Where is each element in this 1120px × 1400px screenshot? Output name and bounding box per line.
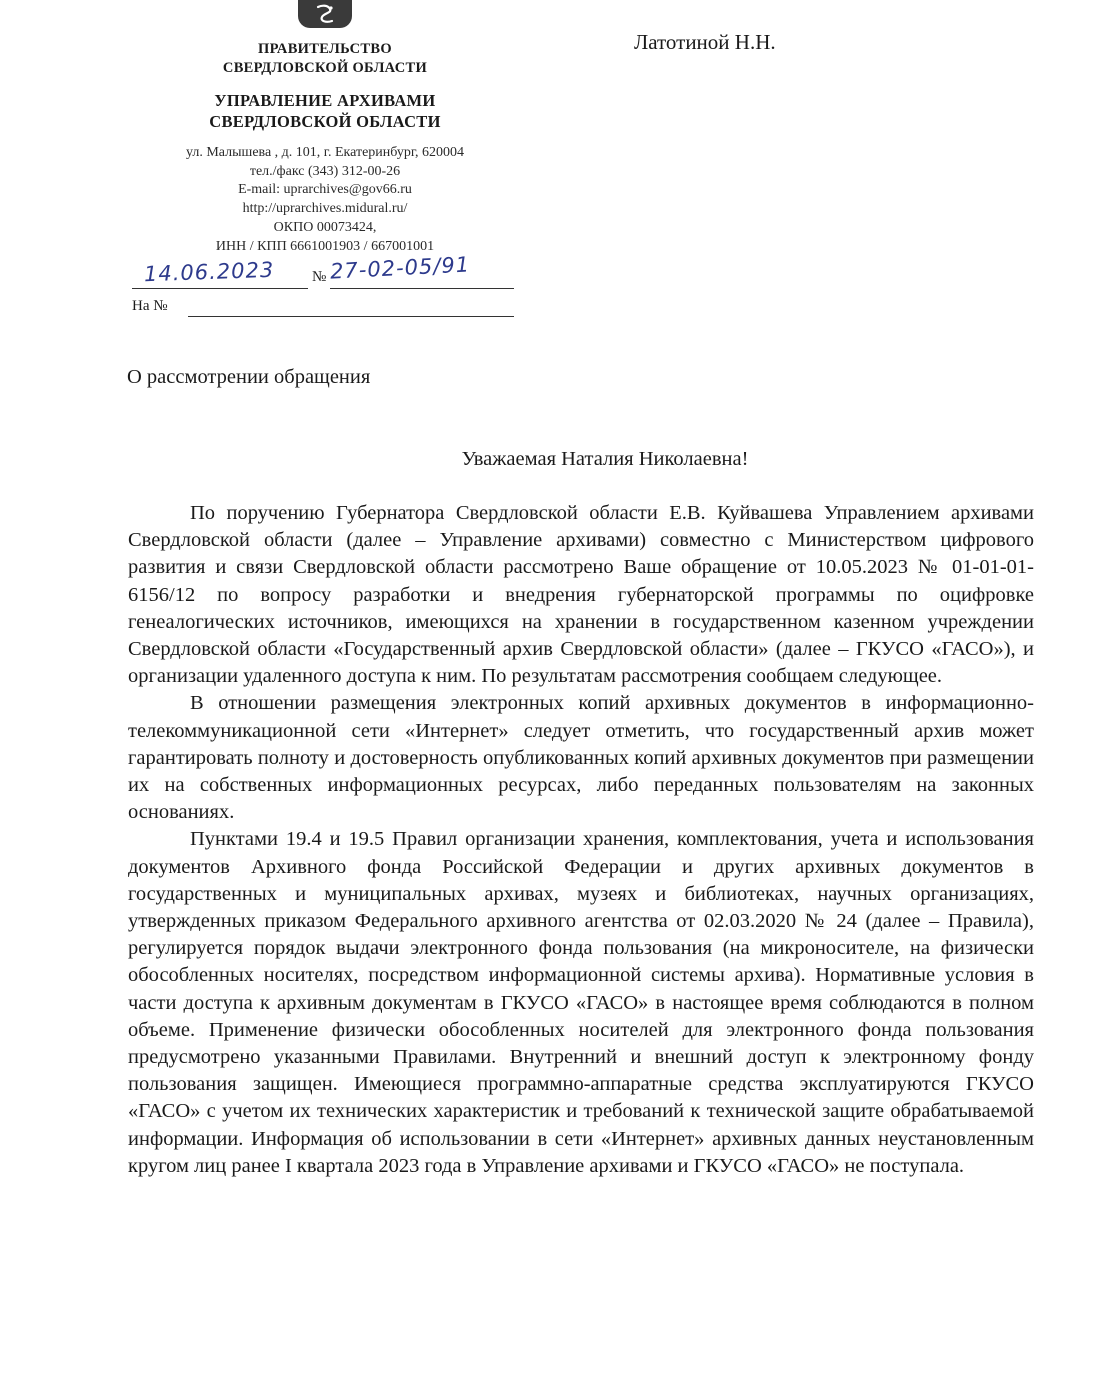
department-line-1: УПРАВЛЕНИЕ АРХИВАМИ bbox=[214, 91, 436, 110]
date-underline bbox=[132, 288, 308, 289]
email: E-mail: uprarchives@gov66.ru bbox=[238, 182, 412, 198]
coat-of-arms-icon bbox=[298, 0, 352, 28]
recipient-name: Латотиной Н.Н. bbox=[634, 30, 776, 54]
subject-line: О рассмотрении обращения bbox=[127, 366, 371, 388]
inn-kpp: ИНН / КПП 6661001903 / 667001001 bbox=[215, 238, 435, 254]
paragraph-1: По поручению Губернатора Свердловской области Е.В. Куйвашева Управлением архивами Свердловской области (далее – Управление архивами) совместно с Министерством цифрового развития и связи Свердловской области рассмотрено Ваше обращение от 10.05.2023 № 01-01-01-6156/12 по вопросу разработки и внедрения губернаторской программы по оцифровке генеалогических источников, имеющихся на хранении в государственном казенном учреждении Свердловской области «Государственный архив Свердловской области» (далее – ГКУСО «ГАСО»), и организации удаленного доступа к ним. По результатам рассмотрения сообщаем следующее. bbox=[128, 502, 1034, 688]
address: ул. Малышева , д. 101, г. Екатеринбург, 620004 bbox=[185, 145, 465, 160]
reference-blank bbox=[188, 316, 514, 317]
okpo: ОКПО 00073424, bbox=[273, 219, 377, 235]
salutation: Уважаемая Наталия Николаевна! bbox=[461, 448, 749, 470]
government-title bbox=[130, 40, 520, 78]
letterhead bbox=[130, 40, 520, 256]
contact-block bbox=[130, 144, 520, 256]
government-line-2: СВЕРДЛОВСКОЙ ОБЛАСТИ bbox=[222, 60, 428, 76]
phone: тел./факс (343) 312-00-26 bbox=[249, 163, 401, 179]
website: http://uprarchives.midural.ru/ bbox=[242, 201, 408, 217]
reference-line bbox=[132, 298, 516, 322]
paragraph-2: В отношении размещения электронных копий архивных документов в информационно-телекоммуникационной сети «Интернет» следует отметить, что государственный архив может гарантировать полноту и достоверность опубликованных копий архивных документов при размещении их на собственных информационных ресурсах, либо переданных пользователям на законных основаниях. bbox=[128, 692, 1034, 824]
reference-label: На № bbox=[132, 298, 168, 314]
department-title bbox=[130, 90, 520, 132]
handwritten-date: 14.06.2023 bbox=[143, 257, 275, 287]
handwritten-number: 27-02-05/91 bbox=[329, 252, 471, 284]
government-line-1: ПРАВИТЕЛЬСТВО bbox=[258, 41, 392, 57]
letter-body bbox=[128, 500, 1034, 1180]
number-label: № bbox=[312, 269, 327, 285]
emblem-shape bbox=[310, 3, 340, 25]
number-underline bbox=[330, 288, 514, 289]
registration-line bbox=[130, 252, 520, 294]
department-line-2: СВЕРДЛОВСКОЙ ОБЛАСТИ bbox=[209, 112, 441, 131]
paragraph-3: Пунктами 19.4 и 19.5 Правил организации хранения, комплектования, учета и использования документов Архивного фонда Российской Федерации и других архивных документов в государственных и муниципальных архивах, музеях и библиотеках, научных организациях, утвержденных приказом Федерального архивного агентства от 02.03.2020 № 24 (далее – Правила), регулируется порядок выдачи электронного фонда пользования (на микроносителе, на физически обособленных носителях, посредством информационной системы архива). Нормативные условия в части доступа к архивным документам в ГКУСО «ГАСО» в настоящее время соблюдаются в полном объеме. Применение физически обособленных носителей для электронного фонда пользования предусмотрено указанными Правилами. Внутренний и внешний доступ к электронному фонду пользования защищен. Имеющиеся программно-аппаратные средства эксплуатируются ГКУСО «ГАСО» с учетом их технических характеристик и требований к технической защите обрабатываемой информации. Информация об использовании в сети «Интернет» архивных данных неустановленным кругом лиц ранее I квартала 2023 года в Управление архивами и ГКУСО «ГАСО» не поступала. bbox=[128, 828, 1034, 1177]
